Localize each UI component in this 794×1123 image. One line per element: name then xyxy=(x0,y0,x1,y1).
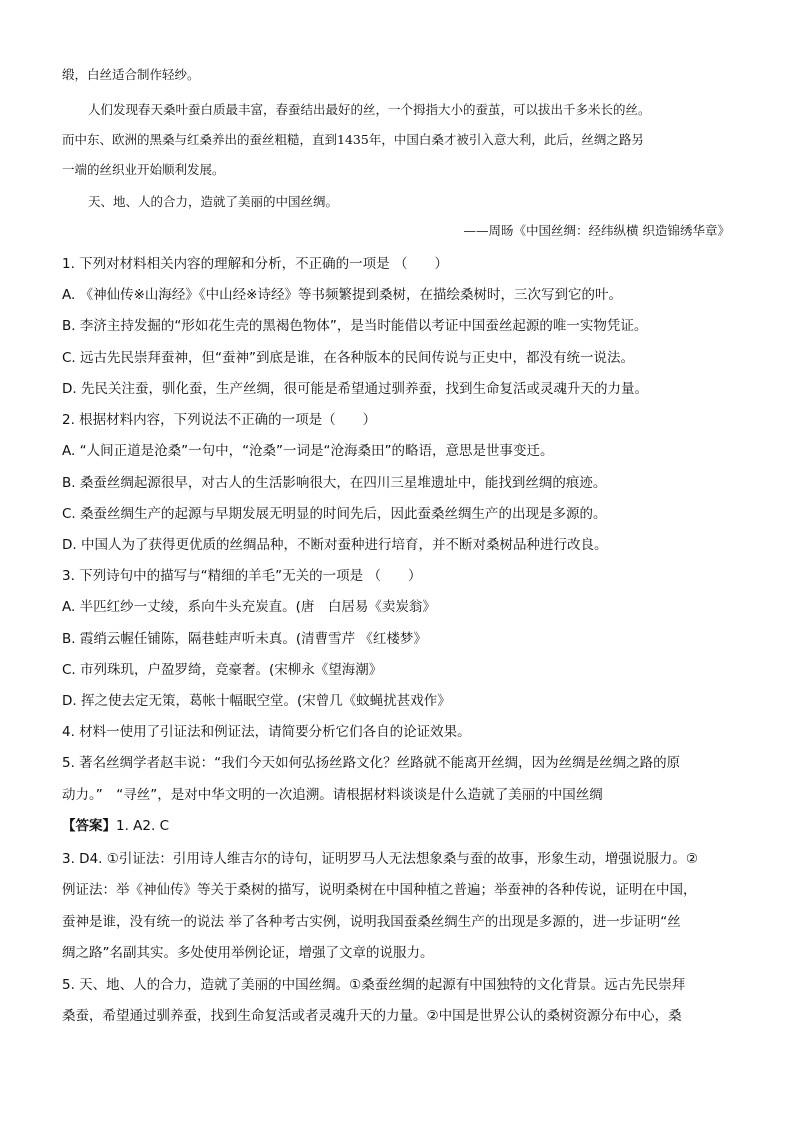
material-paragraph-line: 而中东、欧洲的黑桑与红桑养出的蚕丝粗糙，直到1435年，中国白桑才被引入意大利，此后，丝绸之路另 xyxy=(62,132,644,147)
answer-explanation-line: 蚕神是谁，没有统一的说法 举了各种考古实例，说明我国蚕桑丝绸生产的出现是多源的，进一步证明“丝 xyxy=(62,914,681,930)
material-paragraph-line: 天、地、人的合力，造就了美丽的中国丝绸。 xyxy=(88,194,339,209)
answer-explanation-line: 桑蚕，希望通过驯养蚕，找到生命复活或者灵魂升天的力量。②中国是世界公认的桑树资源分布中心，桑 xyxy=(62,1008,682,1024)
answer-tag: 【答案】 xyxy=(62,818,116,834)
question-3-option-b: B. 霞绡云幄任铺陈，隔巷蛙声听未真。(清曹雪芹 《红楼梦》 xyxy=(62,631,427,647)
answer-explanation-line: 5. 天、地、人的合力，造就了美丽的中国丝绸。①桑蚕丝绸的起源有中国独特的文化背景。远古先民崇拜 xyxy=(62,977,686,993)
question-2-option-d: D. 中国人为了获得更优质的丝绸品种，不断对蚕种进行培育，并不断对桑树品种进行改良。 xyxy=(62,537,608,553)
question-3-option-a: A. 半匹红纱一丈绫，系向牛头充炭直。(唐 白居易《卖炭翁》 xyxy=(62,599,436,615)
question-1-option-b: B. 李济主持发掘的“形如花生壳的黑褐色物体”，是当时能借以考证中国蚕丝起源的唯一实物凭证。 xyxy=(62,318,648,334)
question-2-option-b: B. 桑蚕丝绸起源很早，对古人的生活影响很大，在四川三星堆遗址中，能找到丝绸的痕迹。 xyxy=(62,475,607,491)
question-1-option-a: A. 《神仙传※山海经》《中山经※诗经》等书频繁提到桑树，在描绘桑树时，三次写到它的叶。 xyxy=(62,287,622,303)
question-1-option-d: D. 先民关注蚕，驯化蚕，生产丝绸，很可能是希望通过驯养蚕，找到生命复活或灵魂升天的力量。 xyxy=(62,381,648,397)
answer-choices: 1. A2. C xyxy=(116,818,170,834)
material-source: ——周旸《中国丝绸：经纬纵横 织造锦绣华章》 xyxy=(463,223,730,238)
question-1-stem: 1. 下列对材料相关内容的理解和分析，不正确的一项是 （ ） xyxy=(62,256,448,272)
material-paragraph-line: 一端的丝织业开始顺利发展。 xyxy=(62,162,225,177)
answer-explanation-line: 3. D4. ①引证法：引用诗人维吉尔的诗句，证明罗马人无法想象桑与蚕的故事，形象生动，增强说服力。② xyxy=(62,851,698,867)
question-2-option-c: C. 桑蚕丝绸生产的起源与早期发展无明显的时间先后，因此蚕桑丝绸生产的出现是多源的。 xyxy=(62,506,607,522)
answer-line xyxy=(62,817,169,835)
question-2-option-a: A. “人间正道是沧桑”一句中，“沧桑”一词是“沧海桑田”的略语，意思是世事变迁。 xyxy=(62,443,554,459)
question-4-stem: 4. 材料一使用了引证法和例证法，请简要分析它们各自的论证效果。 xyxy=(62,724,471,740)
question-5-stem-line2: 动力。” “寻丝”，是对中华文明的一次追溯。请根据材料谈谈是什么造就了美丽的中国丝绸 xyxy=(62,787,603,803)
answer-explanation-line: 绸之路”名副其实。多处使用举例论证，增强了文章的说服力。 xyxy=(62,945,434,961)
answer-explanation-line: 例证法：举《神仙传》等关于桑树的描写，说明桑树在中国种植之普遍；举蚕神的各种传说，证明在中国， xyxy=(62,882,697,898)
question-3-stem: 3. 下列诗句中的描写与“精细的羊毛”无关的一项是 （ ） xyxy=(62,568,422,584)
question-3-option-d: D. 挥之使去定无策，葛帐十幅眠空堂。(宋曾几《蚊蝇扰甚戏作》 xyxy=(62,693,451,709)
material-paragraph-tail: 缎，白丝适合制作轻纱。 xyxy=(62,67,200,82)
question-5-stem-line1: 5. 著名丝绸学者赵丰说：“我们今天如何弘扬丝路文化？丝路就不能离开丝绸，因为丝绸是丝绸之路的原 xyxy=(62,755,681,771)
material-paragraph-line: 人们发现春天桑叶蚕白质最丰富，春蚕结出最好的丝，一个拇指大小的蚕茧，可以拔出千多米长的丝。 xyxy=(88,102,651,117)
question-2-stem: 2. 根据材料内容，下列说法不正确的一项是（ ） xyxy=(62,412,377,428)
question-3-option-c: C. 市列珠玑，户盈罗绮，竞豪奢。(宋柳永《望海潮》 xyxy=(62,662,383,678)
question-1-option-c: C. 远古先民崇拜蚕神，但“蚕神”到底是谁，在各种版本的民间传说与正史中，都没有统一说法。 xyxy=(62,350,634,366)
